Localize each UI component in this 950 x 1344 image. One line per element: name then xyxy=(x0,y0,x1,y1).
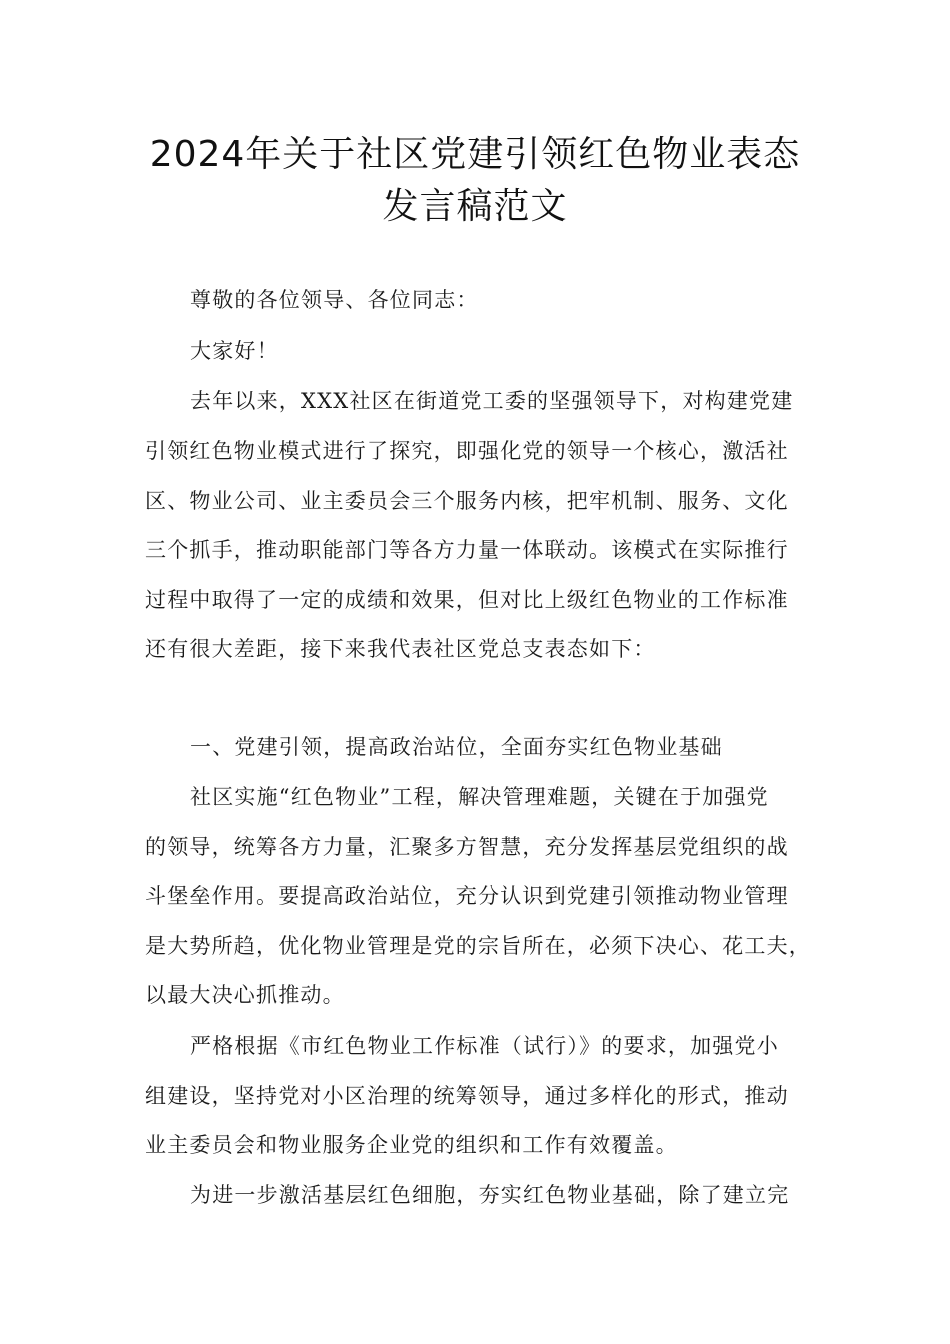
greeting: 大家好！ xyxy=(190,339,279,363)
body-line: 以最大决心抓推动。 xyxy=(145,983,345,1007)
body-line: 为进一步激活基层红色细胞，夯实红色物业基础，除了建立完 xyxy=(190,1183,790,1207)
body-line: 还有很大差距，接下来我代表社区党总支表态如下： xyxy=(145,637,656,661)
body-line: 组建设，坚持党对小区治理的统筹领导，通过多样化的形式，推动 xyxy=(145,1084,789,1108)
body-line: 的领导，统筹各方力量，汇聚多方智慧，充分发挥基层党组织的战 xyxy=(145,835,789,859)
body-line: 引领红色物业模式进行了探究，即强化党的领导一个核心，激活社 xyxy=(145,439,789,463)
body-line: 斗堡垒作用。要提高政治站位，充分认识到党建引领推动物业管理 xyxy=(145,884,789,908)
body-line: 社区实施“红色物业”工程，解决管理难题，关键在于加强党 xyxy=(190,785,769,809)
document-title-line-1: 2024年关于社区党建引领红色物业表态 xyxy=(149,134,801,175)
body-line: 过程中取得了一定的成绩和效果，但对比上级红色物业的工作标准 xyxy=(145,588,789,612)
body-line: 去年以来，XXX社区在街道党工委的坚强领导下，对构建党建 xyxy=(190,389,794,413)
document-title-line-2: 发言稿范文 xyxy=(382,186,568,227)
body-line: 三个抓手，推动职能部门等各方力量一体联动。该模式在实际推行 xyxy=(145,538,789,562)
body-line: 严格根据《市红色物业工作标准（试行）》的要求，加强党小 xyxy=(190,1034,779,1058)
section-heading: 一、党建引领，提高政治站位，全面夯实红色物业基础 xyxy=(190,735,723,759)
body-line: 是大势所趋，优化物业管理是党的宗旨所在，必须下决心、花工夫， xyxy=(145,934,811,958)
body-line: 业主委员会和物业服务企业党的组织和工作有效覆盖。 xyxy=(145,1133,678,1157)
salutation: 尊敬的各位领导、各位同志： xyxy=(190,288,479,312)
body-line: 区、物业公司、业主委员会三个服务内核，把牢机制、服务、文化 xyxy=(145,489,789,513)
